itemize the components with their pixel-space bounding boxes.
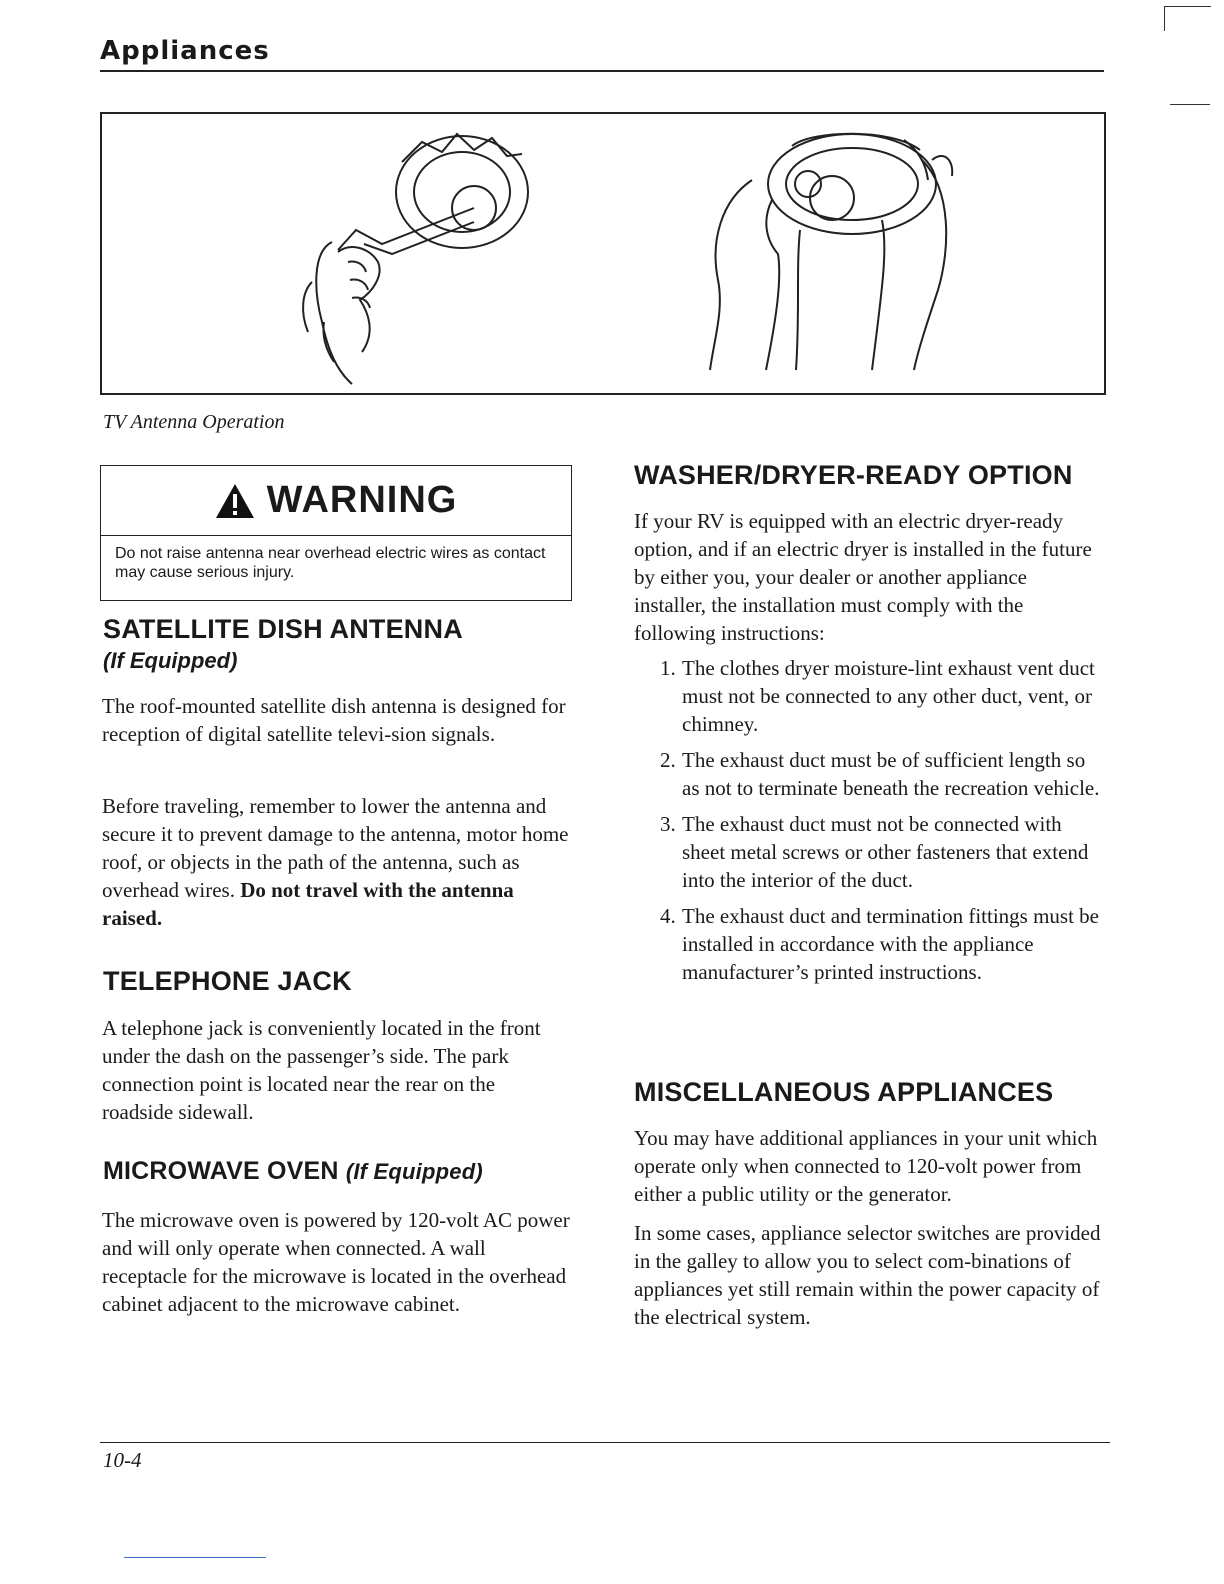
page-number: 10-4 [103,1448,142,1472]
antenna-crank-illustration [252,122,572,392]
washer-intro: If your RV is equipped with an electric dryer-ready option, and if an electric dryer is installed in the future by either you, your dealer or another appliance installer, the installation must comply with the following instructions: [634,509,1092,645]
microwave-heading-text: MICROWAVE OVEN [103,1157,339,1185]
microwave-heading [103,1157,483,1186]
satellite-paragraph-2 [102,792,574,932]
list-item [642,902,1102,986]
microwave-subheading: (If Equipped) [345,1159,483,1184]
satellite-paragraph-1: The roof-mounted satellite dish antenna is designed for reception of digital satellite televi-sion signals. [102,694,566,746]
list-item-number: 2. [660,748,676,772]
washer-heading: WASHER/DRYER-READY OPTION [634,460,1073,490]
warning-title: WARNING [266,479,458,521]
antenna-illustration-figure [100,112,1106,395]
list-item-number: 1. [660,656,676,680]
satellite-heading: SATELLITE DISH ANTENNA [103,614,463,644]
misc-paragraph-2: In some cases, appliance selector switches are provided in the galley to allow you to select com-binations of appliances yet still remain within the power capacity of the electrical system. [634,1221,1101,1329]
warning-box [100,465,572,601]
page-header-title: Appliances [100,36,270,66]
warning-title-bar [101,466,571,536]
figure-caption: TV Antenna Operation [103,411,285,433]
corner-crop-mark-line [1170,104,1210,105]
washer-instructions-list [642,654,1102,994]
telephone-paragraph: A telephone jack is conveniently located in the front under the dash on the passenger’s side. The park connection point is located near the rear on the roadside sidewall. [102,1016,541,1124]
list-item-text: The exhaust duct must be of sufficient length so as not to terminate beneath the recreation vehicle. [682,748,1100,800]
satellite-paragraph-2-bold: Do not travel with the antenna raised. [102,878,514,930]
satellite-subheading: (If Equipped) [103,648,238,673]
header-rule [100,70,1104,72]
list-item-number: 3. [660,812,676,836]
list-item-text: The clothes dryer moisture-lint exhaust vent duct must not be connected to any other duct, vent, or chimney. [682,656,1095,736]
list-item [642,746,1102,802]
misc-paragraph-1: You may have additional appliances in your unit which operate only when connected to 120-volt power from either a public utility or the generator. [634,1126,1098,1206]
list-item-number: 4. [660,904,676,928]
misc-heading: MISCELLANEOUS APPLIANCES [634,1077,1054,1107]
list-item [642,654,1102,738]
warning-triangle-icon [215,483,255,519]
satellite-paragraph-2-text: Before traveling, remember to lower the antenna and secure it to prevent damage to the antenna, motor home roof, or objects in the path of the antenna, such as overhead wires. [102,794,569,902]
telephone-heading: TELEPHONE JACK [103,966,352,996]
list-item-text: The exhaust duct and termination fittings must be installed in accordance with the appliance manufacturer’s printed instructions. [682,904,1099,984]
list-item [642,810,1102,894]
list-item-text: The exhaust duct must not be connected with sheet metal screws or other fasteners that extend into the interior of the duct. [682,812,1089,892]
antenna-dial-hands-illustration [682,120,982,390]
scan-artifact-line [124,1557,266,1558]
microwave-paragraph: The microwave oven is powered by 120-volt AC power and will only operate when connected. A wall receptacle for the microwave is located in the overhead cabinet adjacent to the microwave cabinet. [102,1208,570,1316]
corner-crop-mark [1164,6,1211,31]
warning-text: Do not raise antenna near overhead electric wires as contact may cause serious injury. [115,545,546,581]
footer-rule [100,1442,1110,1443]
